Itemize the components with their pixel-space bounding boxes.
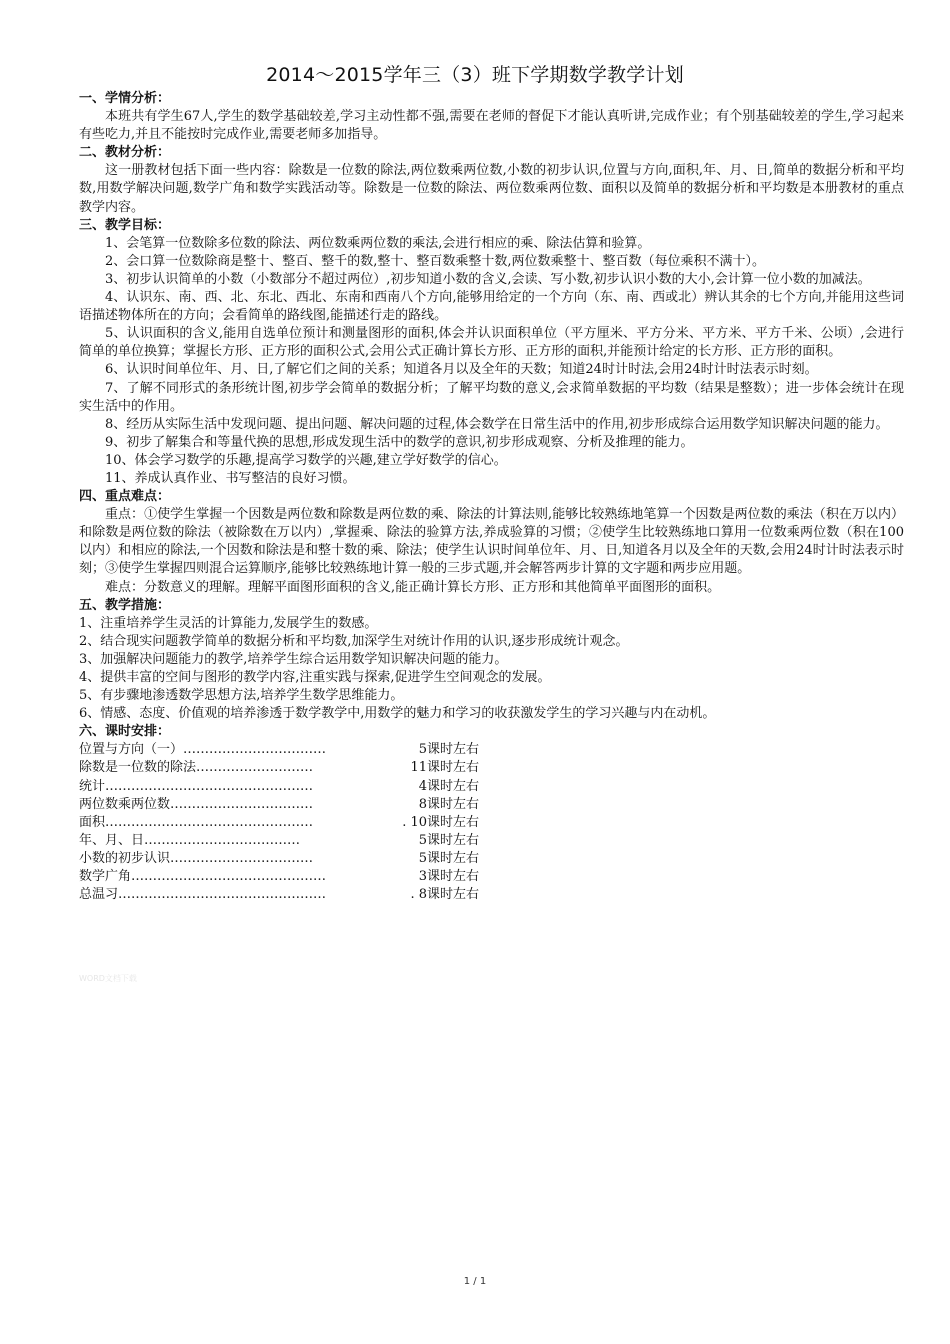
- goal-item: 7、了解不同形式的条形统计图,初步学会简单的数据分析；了解平均数的意义,会求简单数据的平均数（结果是整数）；进一步体会统计在现实生活中的作用。: [79, 380, 904, 414]
- section-heading-measures: 五、教学措施：: [79, 597, 171, 613]
- goal-item: 2、会口算一位数除商是整十、整百、整千的数,整十、整百数乘整十数,两位数乘整十、整百数（每位乘积不满十）。: [105, 253, 766, 269]
- section-heading-situation: 一、学情分析：: [79, 91, 171, 106]
- difficult-points-paragraph: 难点：分数意义的理解。理解平面图形面积的含义,能正确计算长方形、正方形和其他简单平面图形的面积。: [105, 579, 721, 595]
- schedule-row: [79, 868, 479, 886]
- goal-item: 1、会笔算一位数除多位数的除法、两位数乘两位数的乘法,会进行相应的乘、除法估算和验算。: [105, 235, 651, 251]
- schedule-hours: 8课时左右: [418, 796, 479, 812]
- schedule-row: [79, 796, 479, 814]
- leader-dots: ……………………………: [170, 850, 314, 866]
- schedule-hours: 11课时左右: [410, 760, 479, 776]
- schedule-unit: 两位数乘两位数: [79, 796, 171, 812]
- measure-item: 6、情感、态度、价值观的培养渗透于数学教学中,用数学的魅力和学习的收获激发学生的学习兴趣与内在动机。: [79, 706, 716, 722]
- leader-dots: ………………………: [196, 760, 314, 776]
- leader-dots: ………………………………: [144, 832, 301, 848]
- schedule-hours: . 8课时左右: [410, 887, 479, 903]
- schedule-hours: 5课时左右: [418, 850, 479, 866]
- key-points-paragraph: 重点：①使学生掌握一个因数是两位数和除数是两位数的乘、除法的计算法则,能够比较熟练地笔算一个因数是两位数的乘法（积在万以内）和除数是两位数的除法（被除数在万以内）,掌握乘、除法的验算方法,养成验算的习惯；②使学生比较熟练地口算用一位数乘两位数（积在100以内）和相应的除法,一个因数和除法是和整十数的乘、除法；使学生认识时间单位年、月、日,知道各月以及全年的天数,会用24时计时法表示时刻；③使学生掌握四则混合运算顺序,能够比较熟练地计算一般的三步式题,并会解答两步计算的文字题和两步应用题。: [79, 507, 904, 577]
- goal-item: 11、养成认真作业、书写整洁的良好习惯。: [105, 470, 356, 486]
- schedule-unit: 总温习: [79, 887, 119, 903]
- goal-item: 5、认识面积的含义,能用自选单位预计和测量图形的面积,体会并认识面积单位（平方厘米、平方分米、平方米、平方千米、公顷）,会进行简单的单位换算；掌握长方形、正方形的面积公式,会用公式正确计算长方形、正方形的面积,并能预计给定的长方形、正方形的面积。: [79, 326, 904, 360]
- section-heading-textbook: 二、教材分析：: [79, 145, 171, 161]
- schedule-hours: 5课时左右: [418, 832, 479, 848]
- textbook-paragraph: 这一册教材包括下面一些内容：除数是一位数的除法,两位数乘两位数,小数的初步认识,位置与方向,面积,年、月、日,简单的数据分析和平均数,用数学解决问题,数学广角和数学实践活动等。除数是一位数的除法、两位数乘两位数、面积以及简单的数据分析和平均数是本册教材的重点教学内容。: [79, 163, 904, 215]
- goal-item: 9、初步了解集合和等量代换的思想,形成发现生活中的数学的意识,初步形成观察、分析及推理的能力。: [105, 434, 694, 450]
- leader-dots: …………………………………………: [118, 887, 327, 903]
- goal-item: 10、体会学习数学的乐趣,提高学习数学的兴趣,建立学好数学的信心。: [105, 452, 507, 468]
- goal-item: 3、初步认识简单的小数（小数部分不超过两位）,初步知道小数的含义,会读、写小数,初步认识小数的大小,会计算一位小数的加减法。: [105, 271, 871, 287]
- schedule-hours: 5课时左右: [418, 742, 479, 758]
- measure-item: 5、有步骤地渗透数学思想方法,培养学生数学思维能力。: [79, 688, 404, 704]
- schedule-list: [79, 741, 904, 904]
- goal-item: 4、认识东、南、西、北、东北、西北、东南和西南八个方向,能够用给定的一个方向（东、南、西或北）辨认其余的七个方向,并能用这些词语描述物体所在的方向；会看简单的路线图,能描述行走的路线。: [79, 290, 904, 324]
- leader-dots: ……………………………: [183, 742, 327, 758]
- schedule-row: [79, 741, 479, 759]
- leader-dots: ……………………………: [170, 796, 314, 812]
- section-heading-key-points: 四、重点难点：: [79, 489, 171, 505]
- watermark-text: WORD文档下载: [79, 974, 137, 983]
- measure-item: 3、加强解决问题能力的教学,培养学生综合运用数学知识解决问题的能力。: [79, 651, 508, 667]
- leader-dots: …………………………………………: [105, 778, 314, 794]
- schedule-hours: . 10课时左右: [402, 814, 479, 830]
- schedule-unit: 除数是一位数的除法: [79, 760, 197, 776]
- schedule-row: [79, 886, 479, 904]
- schedule-unit: 年、月、日: [79, 832, 145, 848]
- schedule-row: [79, 778, 479, 796]
- situation-paragraph: 本班共有学生67人,学生的数学基础较差,学习主动性都不强,需要在老师的督促下才能认真听讲,完成作业；有个别基础较差的学生,学习起来有些吃力,并且不能按时完成作业,需要老师多加指导。: [79, 109, 904, 143]
- leader-dots: ………………………………………: [131, 869, 327, 885]
- schedule-row: [79, 759, 479, 777]
- page-number: 1 / 1: [463, 1276, 487, 1287]
- measure-item: 2、结合现实问题教学简单的数据分析和平均数,加深学生对统计作用的认识,逐步形成统计观念。: [79, 633, 629, 649]
- schedule-unit: 位置与方向（一）: [79, 742, 184, 758]
- page-title: 2014～2015学年三（3）班下学期数学教学计划: [266, 64, 684, 86]
- schedule-row: [79, 832, 479, 850]
- goal-item: 6、认识时间单位年、月、日,了解它们之间的关系；知道各月以及全年的天数；知道24时计时法,会用24时计时法表示时刻。: [105, 362, 818, 378]
- schedule-unit: 数学广角: [79, 869, 132, 885]
- leader-dots: …………………………………………: [105, 814, 314, 830]
- section-heading-goals: 三、教学目标：: [79, 217, 171, 233]
- measure-item: 1、注重培养学生灵活的计算能力,发展学生的数感。: [79, 615, 378, 631]
- schedule-hours: 4课时左右: [418, 778, 479, 794]
- schedule-unit: 面积: [79, 814, 106, 830]
- schedule-row: [79, 814, 479, 832]
- section-heading-schedule: 六、课时安排：: [79, 724, 171, 740]
- schedule-unit: 小数的初步认识: [79, 850, 171, 866]
- measure-item: 4、提供丰富的空间与图形的教学内容,注重实践与探索,促进学生空间观念的发展。: [79, 670, 551, 685]
- goal-item: 8、经历从实际生活中发现问题、提出问题、解决问题的过程,体会数学在日常生活中的作用,初步形成综合运用数学知识解决问题的能力。: [105, 416, 889, 432]
- schedule-row: [79, 850, 479, 868]
- schedule-hours: 3课时左右: [418, 869, 479, 885]
- schedule-unit: 统计: [79, 778, 106, 794]
- document-body: [79, 90, 904, 904]
